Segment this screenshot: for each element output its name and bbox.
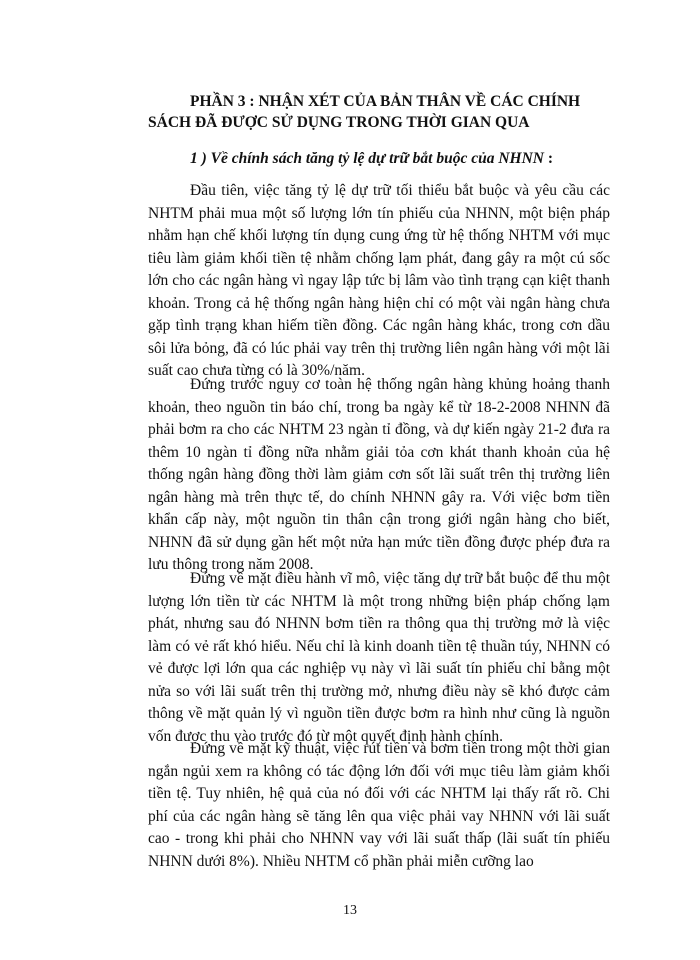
body-paragraph-4: Đứng về mặt kỹ thuật, việc rút tiền và bơm tiền trong một thời gian ngắn ngủi xem ra không có tác động lớn đối với mục tiêu làm giảm khối tiền tệ. Tuy nhiên, hệ quả của nó đối với các NHTM lại thấy rất rõ. Chi phí của các ngân hàng sẽ tăng lên qua việc phải vay NHNN với lãi suất cao - trong khi phải cho NHNN vay với lãi suất thấp (lãi suất tín phiếu NHNN dưới 8%). Nhiều NHTM cổ phần phải miễn cưỡng lao: [148, 740, 610, 870]
body-paragraph-1: Đầu tiên, việc tăng tỷ lệ dự trữ tối thiểu bắt buộc và yêu cầu các NHTM phải mua một số lượng lớn tín phiếu của NHNN, một biện pháp nhằm hạn chế khối lượng tín dụng cung ứng từ hệ thống NHTM với mục tiêu làm giảm khối tiền tệ nhằm chống lạm phát, đang gây ra một cú sốc lớn cho các ngân hàng vì ngay lập tức bị lâm vào tình trạng cạn kiệt thanh khoản. Trong cả hệ thống ngân hàng hiện chỉ có một vài ngân hàng chưa gặp tình trạng khan hiếm tiền đồng. Các ngân hàng khác, trong cơn dầu sôi lửa bỏng, đã có lúc phải vay trên thị trường liên ngân hàng với một lãi suất cao chưa từng có là 30%/năm.: [148, 182, 610, 379]
subsection-heading-text: 1 ) Về chính sách tăng tỷ lệ dự trữ bắt buộc của NHNN: [190, 150, 544, 167]
body-paragraph-3: Đứng về mặt điều hành vĩ mô, việc tăng dự trữ bắt buộc để thu một lượng lớn tiền từ các NHTM là một trong những biện pháp chống lạm phát, nhưng sau đó NHNN bơm tiền ra thông qua thị trường mở là việc làm có vẻ rất khó hiểu. Nếu chỉ là kinh doanh tiền tệ thuần túy, NHNN có vẻ được lợi lớn qua các nghiệp vụ này vì lãi suất tín phiếu chỉ bằng một nửa so với lãi suất trên thị trường mở, nhưng điều này sẽ khó được cảm thông về mặt quản lý vì nguồn tiền được bơm ra hình như cũng là nguồn vốn được thu vào trước đó từ một quyết định hành chính.: [148, 570, 610, 745]
body-paragraph-2: Đứng trước nguy cơ toàn hệ thống ngân hàng khủng hoảng thanh khoản, theo nguồn tin báo chí, trong ba ngày kể từ 18-2-2008 NHNN đã phải bơm ra cho các NHTM 23 ngàn tỉ đồng, và dự kiến ngày 21-2 đưa ra thêm 10 ngàn tỉ đồng nữa nhằm giải tỏa cơn khát thanh khoản của hệ thống ngân hàng đồng thời làm giảm cơn sốt lãi suất trên thị trường liên ngân hàng mà trên thực tế, do chính NHNN gây ra. Với việc bơm tiền khẩn cấp này, một nguồn tin thân cận trong giới ngân hàng cho biết, NHNN đã sử dụng gần hết một nửa hạn mức tiền đồng được phép đưa ra lưu thông trong năm 2008.: [148, 376, 610, 573]
section-heading-line-1: PHẦN 3 : NHẬN XÉT CỦA BẢN THÂN VỀ CÁC CHÍNH: [190, 93, 581, 110]
section-heading-line-2: SÁCH ĐÃ ĐƯỢC SỬ DỤNG TRONG THỜI GIAN QUA: [148, 114, 530, 131]
page-number: 13: [343, 903, 357, 918]
subsection-heading-colon: :: [544, 150, 554, 167]
subsection-heading: [190, 148, 610, 169]
section-heading: [148, 91, 618, 133]
